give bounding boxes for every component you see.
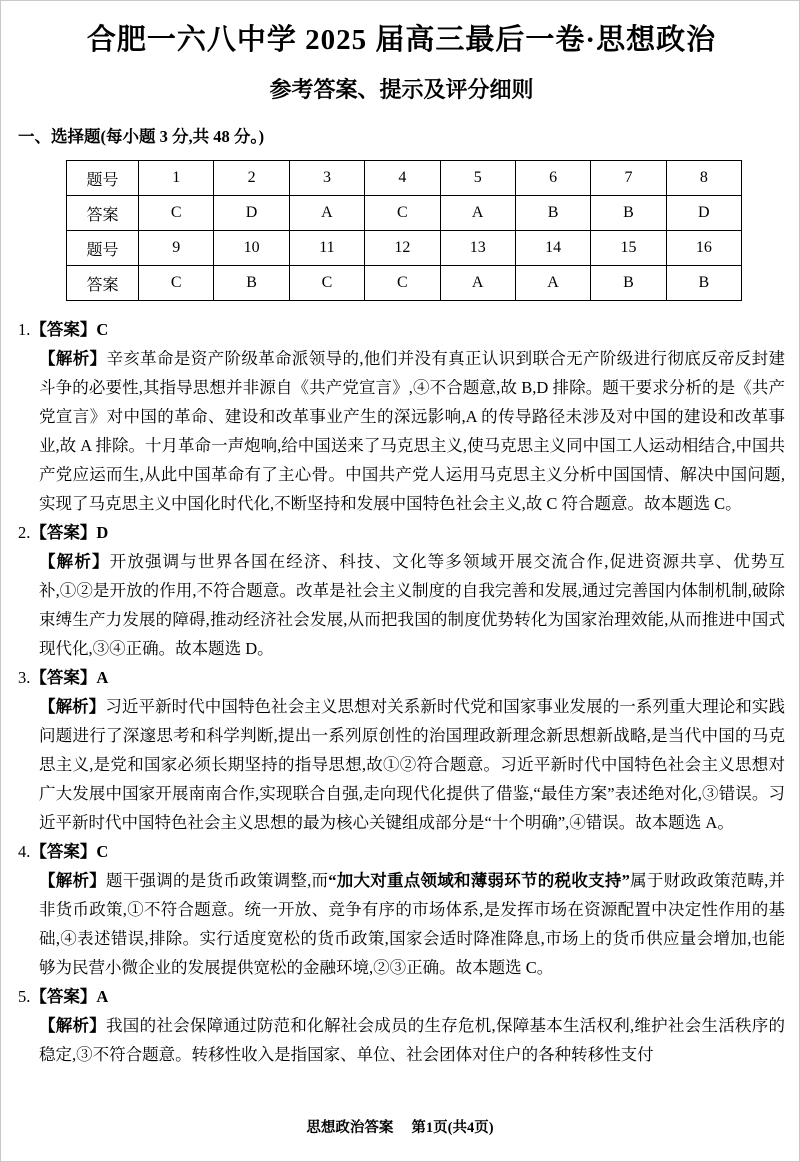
section-header: 一、选择题(每小题 3 分,共 48 分。) xyxy=(18,127,265,146)
answer-cell: B xyxy=(666,266,741,301)
page-title: 合肥一六八中学 2025 届高三最后一卷·思想政治 xyxy=(86,24,717,56)
page-footer xyxy=(1,1116,799,1137)
table-row xyxy=(67,161,742,196)
answer-cell: A xyxy=(289,196,364,231)
table-row xyxy=(67,266,742,301)
analysis-text-segment: 属于财政政策范畴,并非货币政策,①不符合题意。统一开放、竞争有序的市场体系,是发挥市场在资源配置中决定性作用的基础,④表述错误,排除。实行适度宽松的货币政策,国家会适时降准降息,市场上的货币供应量会增加,也能够为民营小微企业的发展提供宽松的金融环境,②③正确。故本题选 C。 xyxy=(39,871,786,977)
answer-cell: A xyxy=(440,266,515,301)
row-header-cell: 答案 xyxy=(67,196,139,231)
question-number: 4. xyxy=(18,842,31,861)
analysis-paragraph xyxy=(39,1011,785,1069)
explanation-item xyxy=(18,518,785,663)
answer-cell: C xyxy=(365,196,440,231)
question-number: 3. xyxy=(18,668,31,687)
answer-line xyxy=(18,518,785,547)
analysis-text-segment: 习近平新时代中国特色社会主义思想对关系新时代党和国家事业发展的一系列重大理论和实践问题进行了深邃思考和科学判断,提出一系列原创性的治国理政新理念新思想新战略,是当代中国的马克思主义,是党和国家必须长期坚持的指导思想,故①②符合题意。习近平新时代中国特色社会主义思想对广大发展中国家开展南南合作,实现联合自强,走向现代化提供了借鉴,“最佳方案”表述绝对化,③错误。习近平新时代中国特色社会主义思想的最为核心关键组成部分是“十个明确”,④错误。故本题选 A。 xyxy=(39,697,786,832)
analysis-text-segment: 开放强调与世界各国在经济、科技、文化等多领域开展交流合作,促进资源共享、优势互补,①②是开放的作用,不符合题意。改革是社会主义制度的自我完善和发展,通过完善国内体制机制,破除束缚生产力发展的障碍,推动经济社会发展,从而把我国的制度优势转化为国家治理效能,从而推进中国式现代化,③④正确。故本题选 D。 xyxy=(39,552,786,658)
answer-value: C xyxy=(96,842,109,861)
answer-cell: 10 xyxy=(214,231,289,266)
footer-document-name: 思想政治答案 xyxy=(306,1120,394,1136)
analysis-paragraph xyxy=(39,547,785,663)
answer-line xyxy=(18,663,785,692)
answer-cell: C xyxy=(365,266,440,301)
page-subtitle: 参考答案、提示及评分细则 xyxy=(269,77,534,102)
explanations-list xyxy=(18,315,785,1069)
answer-cell: 13 xyxy=(440,231,515,266)
answer-cell: C xyxy=(139,266,214,301)
answer-cell: B xyxy=(214,266,289,301)
answer-label: 【答案】 xyxy=(30,668,97,687)
answer-line xyxy=(18,315,785,344)
answer-cell: 2 xyxy=(214,161,289,196)
answer-line xyxy=(18,837,785,866)
answer-cell: 16 xyxy=(666,231,741,266)
answer-table-body xyxy=(67,161,742,301)
explanation-item xyxy=(18,663,785,837)
analysis-label: 【解析】 xyxy=(39,552,110,571)
answer-cell: C xyxy=(289,266,364,301)
answer-cell: 3 xyxy=(289,161,364,196)
answer-cell: 9 xyxy=(139,231,214,266)
answer-label: 【答案】 xyxy=(30,523,97,542)
analysis-label: 【解析】 xyxy=(39,1016,107,1035)
answer-cell: 1 xyxy=(139,161,214,196)
table-row xyxy=(67,196,742,231)
answer-value: D xyxy=(96,523,109,542)
question-number: 2. xyxy=(18,523,31,542)
explanation-item xyxy=(18,315,785,518)
question-number: 5. xyxy=(18,987,31,1006)
explanation-item xyxy=(18,982,785,1069)
analysis-label: 【解析】 xyxy=(39,349,107,368)
row-header-cell: 题号 xyxy=(67,161,139,196)
answer-label: 【答案】 xyxy=(30,320,97,339)
analysis-text-segment: 辛亥革命是资产阶级革命派领导的,他们并没有真正认识到联合无产阶级进行彻底反帝反封建斗争的必要性,其指导思想并非源自《共产党宣言》,④不合题意,故 B,D 排除。题干要求分析的是《共产党宣言》对中国的革命、建设和改革事业产生的深远影响,A 的传导路径未涉及对中国的建设和改革事业,故 A 排除。十月革命一声炮响,给中国送来了马克思主义,使马克思主义同中国工人运动相结合,中国共产党应运而生,从此中国革命有了主心骨。中国共产党人运用马克思主义分析中国国情、解决中国问题,实现了马克思主义中国化时代化,不断坚持和发展中国特色社会主义,故 C 符合题意。故本题选 C。 xyxy=(39,349,786,513)
answer-value: A xyxy=(96,987,109,1006)
answer-cell: D xyxy=(214,196,289,231)
analysis-paragraph xyxy=(39,866,785,982)
analysis-paragraph xyxy=(39,344,785,518)
answer-cell: A xyxy=(440,196,515,231)
answer-cell: B xyxy=(591,196,666,231)
answer-cell: 7 xyxy=(591,161,666,196)
answer-cell: 14 xyxy=(515,231,590,266)
analysis-text-segment: 我国的社会保障通过防范和化解社会成员的生存危机,保障基本生活权利,维护社会生活秩序的稳定,③不符合题意。转移性收入是指国家、单位、社会团体对住户的各种转移性支付 xyxy=(39,1016,786,1064)
answer-cell: B xyxy=(515,196,590,231)
answer-cell: 15 xyxy=(591,231,666,266)
answer-cell: 5 xyxy=(440,161,515,196)
answer-label: 【答案】 xyxy=(30,987,97,1006)
analysis-paragraph xyxy=(39,692,785,837)
row-header-cell: 答案 xyxy=(67,266,139,301)
answer-cell: B xyxy=(591,266,666,301)
analysis-text-segment: 题干强调的是货币政策调整,而 xyxy=(106,871,329,890)
row-header-cell: 题号 xyxy=(67,231,139,266)
table-row xyxy=(67,231,742,266)
answer-cell: 11 xyxy=(289,231,364,266)
answer-cell: C xyxy=(139,196,214,231)
answer-cell: 6 xyxy=(515,161,590,196)
answer-value: C xyxy=(96,320,109,339)
analysis-text-segment: “加大对重点领域和薄弱环节的税收支持” xyxy=(328,871,630,890)
answer-label: 【答案】 xyxy=(30,842,97,861)
answer-cell: 4 xyxy=(365,161,440,196)
analysis-label: 【解析】 xyxy=(39,871,107,890)
answer-cell: 8 xyxy=(666,161,741,196)
analysis-label: 【解析】 xyxy=(39,697,106,716)
answer-cell: D xyxy=(666,196,741,231)
explanation-item xyxy=(18,837,785,982)
answer-table xyxy=(66,160,742,301)
answer-cell: A xyxy=(515,266,590,301)
question-number: 1. xyxy=(18,320,31,339)
answer-cell: 12 xyxy=(365,231,440,266)
answer-value: A xyxy=(96,668,109,687)
footer-page-number: 第1页(共4页) xyxy=(411,1120,494,1136)
answer-line xyxy=(18,982,785,1011)
